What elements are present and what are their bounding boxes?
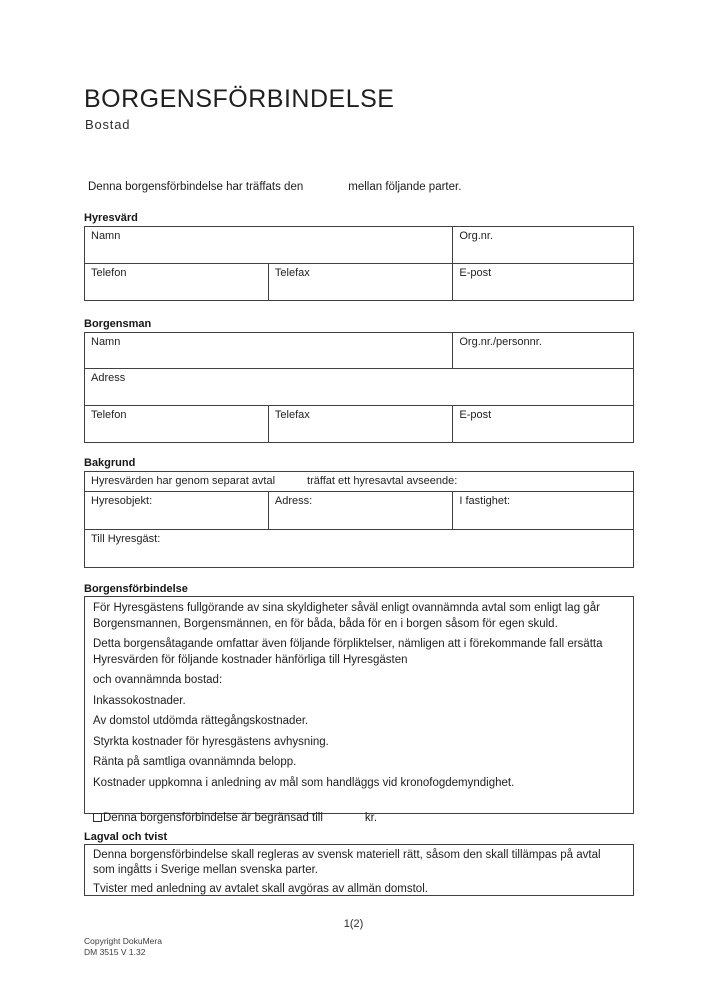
- clause-paragraph: Detta borgensåtagande omfattar även följande förpliktelser, nämligen att i förekommande fall ersätta Hyresvärden för följande kostnader hänförliga till Hyresgästen: [93, 638, 603, 666]
- field-label: Telefax: [274, 267, 310, 279]
- table-row: [85, 530, 634, 568]
- table-row: [85, 333, 634, 369]
- table-row: [85, 264, 634, 301]
- hyresvard-orgnr-cell[interactable]: [453, 227, 634, 264]
- hyresvard-namn-cell[interactable]: [85, 227, 453, 264]
- field-label: E-post: [459, 267, 492, 279]
- field-label: Telefax: [274, 409, 310, 421]
- hyresvard-telefax-cell[interactable]: [268, 264, 452, 301]
- field-label: Namn: [91, 336, 121, 348]
- borgensman-adress-cell[interactable]: [85, 369, 634, 406]
- clause-paragraph: För Hyresgästens fullgörande av sina skyldigheter såväl enligt ovannämnda avtal som enligt lag går Borgensmannen, Borgensmännen, en för båda, båda för en i borgen såsom för egen skuld.: [93, 602, 600, 630]
- lagval-box: [84, 844, 634, 896]
- bakgrund-table: [84, 471, 634, 568]
- limit-clause-label: Denna borgensförbindelse är begränsad till: [103, 812, 323, 824]
- bakgrund-text-after-blank: träffat ett hyresavtal avseende:: [307, 475, 458, 487]
- borgensman-namn-cell[interactable]: [85, 333, 453, 369]
- bakgrund-fastighet-cell[interactable]: [453, 492, 634, 530]
- section-label-borgensman: Borgensman: [84, 318, 152, 330]
- bakgrund-fill-in-blank[interactable]: [275, 483, 307, 484]
- page-number: 1(2): [343, 918, 364, 930]
- section-label-bakgrund: Bakgrund: [84, 457, 136, 469]
- document-content: [84, 0, 634, 896]
- field-label: Adress: [91, 372, 126, 384]
- field-label: Telefon: [91, 267, 127, 279]
- hyresvard-epost-cell[interactable]: [453, 264, 634, 301]
- borgensforbindelse-box: [84, 596, 634, 824]
- table-row: [85, 369, 634, 406]
- bakgrund-hyresobjekt-cell[interactable]: [85, 492, 269, 530]
- limit-checkbox[interactable]: [93, 813, 102, 822]
- field-label: Till Hyresgäst:: [91, 533, 161, 545]
- bakgrund-adress-cell[interactable]: [268, 492, 452, 530]
- intro-text-after-date: mellan följande parter.: [348, 181, 462, 193]
- clause-paragraph: Denna borgensförbindelse skall regleras av svensk materiell rätt, såsom den skall tillämpas på avtal som ingåtts i Sverige mellan svenska parter.: [93, 849, 601, 876]
- field-label: Org.nr.: [459, 230, 493, 242]
- borgensman-epost-cell[interactable]: [453, 406, 634, 443]
- field-label: I fastighet:: [459, 495, 511, 507]
- section-label-hyresvard: Hyresvärd: [84, 212, 138, 224]
- copyright-line: Copyright DokuMera: [84, 936, 162, 946]
- section-label-lagval: Lagval och tvist: [84, 831, 168, 843]
- table-row: [85, 227, 634, 264]
- field-label: Org.nr./personnr.: [459, 336, 542, 348]
- borgensman-table: [84, 332, 634, 443]
- clause-paragraph: Ränta på samtliga ovannämnda belopp.: [93, 756, 297, 768]
- borgensman-orgnr-cell[interactable]: [453, 333, 634, 369]
- section-label-borgensforbindelse: Borgensförbindelse: [84, 583, 188, 595]
- clause-paragraph: Styrkta kostnader för hyresgästens avhysning.: [93, 735, 329, 748]
- table-row: [85, 406, 634, 443]
- bakgrund-intro-cell[interactable]: [85, 472, 634, 492]
- borgensman-telefon-cell[interactable]: [85, 406, 269, 443]
- hyresvard-table: [84, 226, 634, 301]
- kr-suffix-label: kr.: [364, 812, 378, 824]
- field-label: Hyresobjekt:: [91, 495, 153, 507]
- clause-paragraph: Kostnader uppkomna i anledning av mål som handläggs vid kronofogdemyndighet.: [93, 776, 515, 789]
- field-label: Adress:: [274, 495, 313, 507]
- table-row: [85, 492, 634, 530]
- intro-line: [88, 180, 634, 194]
- clause-paragraph: Tvister med anledning av avtalet skall avgöras av allmän domstol.: [93, 883, 428, 895]
- field-label: Namn: [91, 230, 121, 242]
- field-label: E-post: [459, 409, 492, 421]
- borgensman-telefax-cell[interactable]: [268, 406, 452, 443]
- bakgrund-hyresgast-cell[interactable]: [85, 530, 634, 568]
- page-subtitle: Bostad: [85, 117, 131, 132]
- intro-text-before-date: Denna borgensförbindelse har träffats den: [88, 181, 304, 193]
- clause-paragraph: Av domstol utdömda rättegångskostnader.: [93, 715, 309, 727]
- date-fill-in-blank[interactable]: [303, 189, 348, 190]
- page-title: BORGENSFÖRBINDELSE: [84, 85, 395, 113]
- spacer: [93, 796, 625, 811]
- bakgrund-text-before-blank: Hyresvärden har genom separat avtal: [91, 475, 276, 487]
- clause-paragraph: Inkassokostnader.: [93, 694, 186, 707]
- limit-amount-fill-in-blank[interactable]: [323, 820, 365, 821]
- field-label: Telefon: [91, 409, 127, 421]
- limit-clause-row: [93, 811, 625, 827]
- table-row: [85, 472, 634, 492]
- document-version: DM 3515 V 1.32: [84, 947, 146, 957]
- clause-paragraph: och ovannämnda bostad:: [93, 674, 223, 686]
- copyright-block: [84, 936, 162, 958]
- hyresvard-telefon-cell[interactable]: [85, 264, 269, 301]
